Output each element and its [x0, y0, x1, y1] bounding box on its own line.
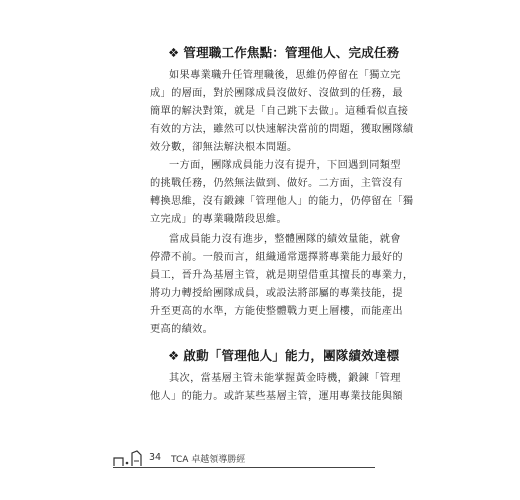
body-line: 立完成」的專業職階段思維。	[150, 214, 287, 225]
body-line: 有效的方法，雖然可以快速解決當前的問題，獲取團隊績	[150, 124, 414, 135]
body-line: 其次，當基層主管未能掌握黃金時機，鍛鍊「管理	[169, 373, 401, 384]
body-line: 如果專業職升任管理職後，思維仍停留在「獨立完	[169, 70, 401, 81]
section-title: 管理職工作焦點：管理他人、完成任務	[183, 45, 400, 60]
body-line: 成」的層面，對於團隊成員沒做好、沒做到的任務，最	[150, 88, 403, 99]
body-line: 一方面，團隊成員能力沒有提升，下回遇到同類型	[169, 160, 401, 171]
body-line: 效分數，卻無法解決根本問題。	[150, 142, 298, 153]
body-line: 當成員能力沒有進步，整體團隊的績效量能，就會	[169, 234, 401, 245]
body-line: 他人」的能力。或許某些基層主管，運用專業技能與額	[150, 391, 403, 402]
diamond-bullet-icon: ❖	[168, 348, 180, 363]
body-line: 停滯不前。一般而言，組織通常選擇將專業能力最好的	[150, 252, 403, 263]
diamond-bullet-icon: ❖	[168, 45, 180, 60]
section-heading	[168, 43, 399, 61]
book-logo-icon	[113, 449, 143, 467]
section-title: 啟動「管理他人」能力，團隊績效達標	[183, 348, 400, 363]
page-footer	[113, 448, 375, 470]
body-line: 轉換思維，沒有鍛鍊「管理他人」的能力，仍停留在「獨	[150, 196, 414, 207]
body-line: 升至更高的水準，方能使整體戰力更上層樓，而能產出	[150, 306, 403, 317]
section-heading	[168, 346, 399, 364]
body-line: 簡單的解決對策，就是「自己跳下去做」。這種看似直接	[150, 106, 409, 117]
body-line: 的挑戰任務，仍然無法做到、做好。二方面，主管沒有	[150, 178, 403, 189]
body-line: 員工，晉升為基層主管，就是期望借重其擅長的專業力，	[150, 270, 414, 281]
page-number: 34	[149, 452, 162, 463]
body-line: 將功力轉授給團隊成員，或設法將部屬的專業技能，提	[150, 288, 403, 299]
body-line: 更高的績效。	[150, 324, 214, 335]
book-title: TCA 卓越領導勝經	[171, 455, 246, 465]
footer-rule	[113, 467, 375, 468]
